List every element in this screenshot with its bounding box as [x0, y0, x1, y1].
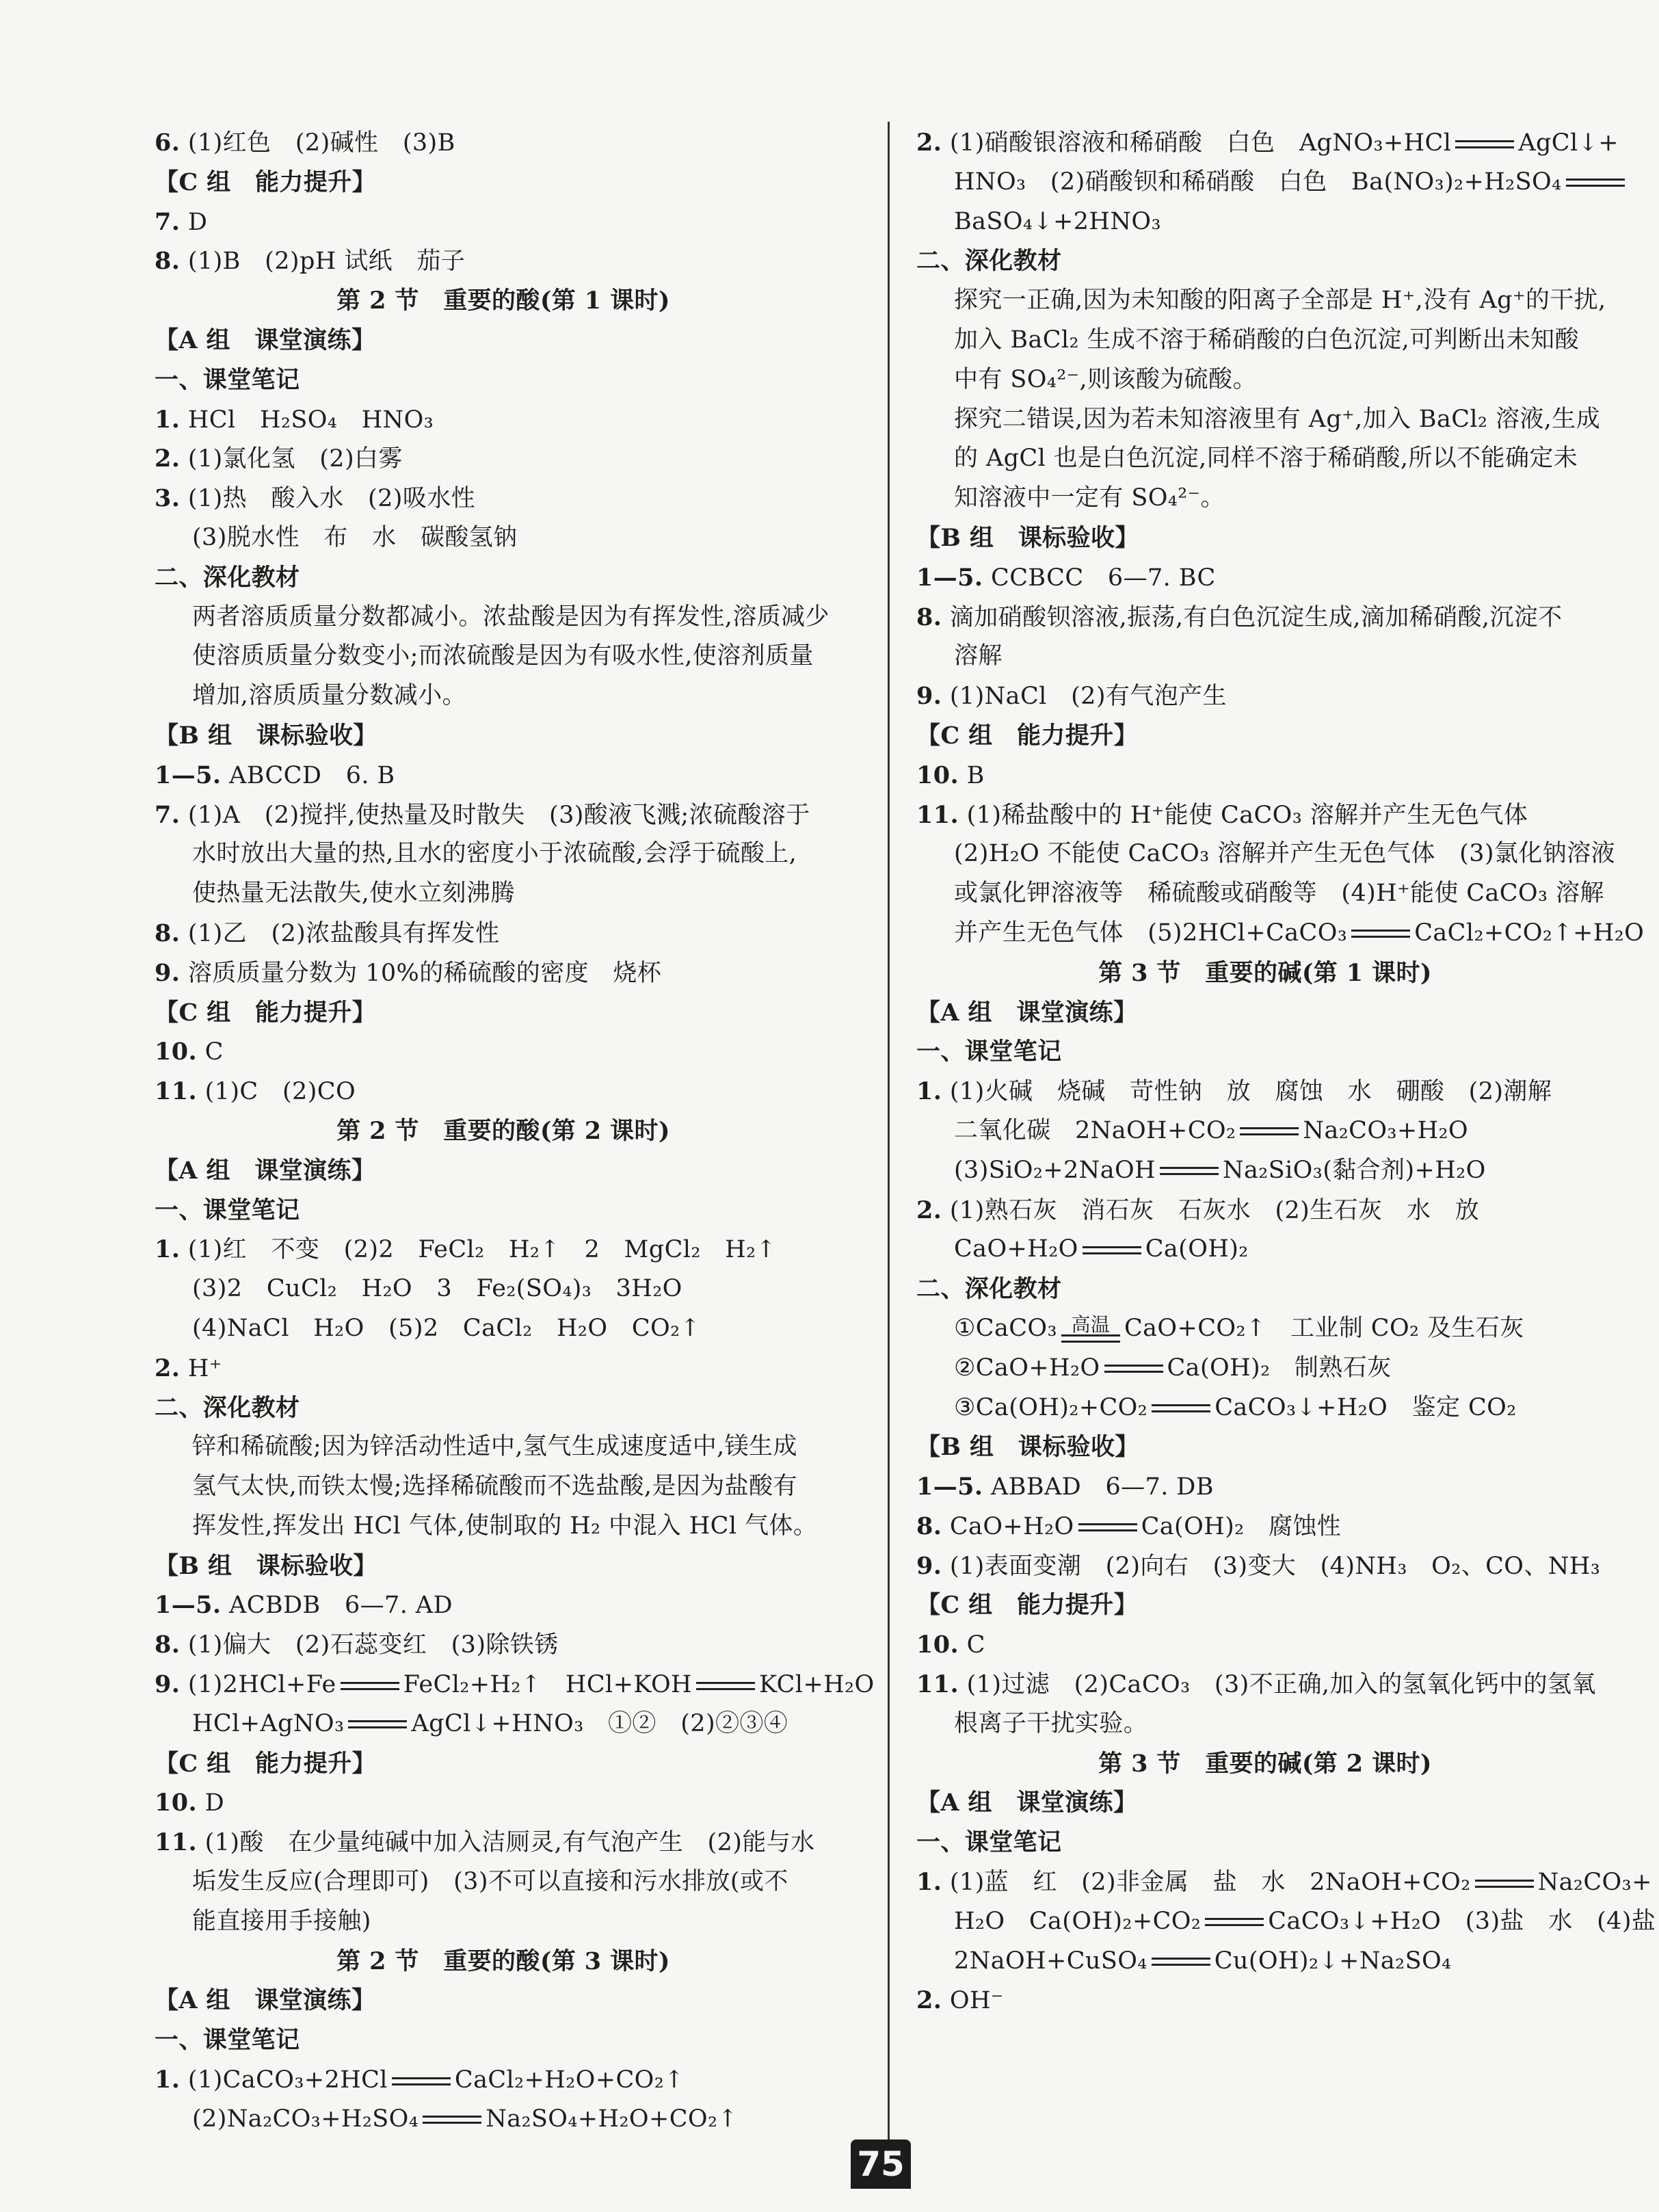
lesson-title: 第 3 节 重要的碱(第 2 课时): [1098, 1749, 1432, 1778]
answer-text: (3)2 CuCl₂ H₂O 3 Fe₂(SO₄)₃ 3H₂O: [192, 1275, 682, 1303]
question-number: 11.: [155, 1828, 198, 1857]
answer-line: [155, 1349, 852, 1388]
answer-line: [155, 1032, 852, 1072]
answer-text: CaCl₂+H₂O+CO₂↑: [454, 2066, 685, 2094]
equals-sign-icon: [1152, 1958, 1210, 1966]
equals-sign-icon: [1455, 140, 1514, 148]
equals-sign-icon: [1475, 1880, 1534, 1888]
answer-text: B: [966, 761, 985, 789]
question-number: 10.: [916, 761, 959, 789]
answer-line: [155, 676, 852, 716]
answer-text: 水时放出大量的热,且水的密度小于浓硫酸,会浮于硫酸上,: [192, 840, 797, 868]
answer-text: 根离子干扰实验。: [954, 1709, 1148, 1737]
answer-line: [155, 123, 852, 163]
answer-line: [155, 1309, 852, 1349]
answer-text: (2)Na₂CO₃+H₂SO₄: [192, 2105, 419, 2133]
answer-line: [155, 874, 852, 914]
answer-text: CCBCC 6—7. BC: [991, 564, 1216, 592]
answer-text: 使热量无法散失,使水立刻沸腾: [192, 880, 515, 908]
answer-line: [155, 479, 852, 518]
lesson-title: 第 2 节 重要的酸(第 3 课时): [336, 1947, 670, 1975]
question-number: 11.: [916, 1670, 959, 1699]
answer-line: [155, 2100, 852, 2139]
answer-line: [916, 1704, 1614, 1744]
answer-text: 滴加硝酸钡溶液,振荡,有白色沉淀生成,滴加稀硝酸,沉淀不: [949, 603, 1563, 631]
equals-sign-icon: [341, 1682, 399, 1690]
section-heading: 【A 组 课堂演练】: [155, 1986, 376, 2015]
answer-line: [916, 1230, 1614, 1269]
answer-line: [916, 1309, 1614, 1349]
answer-text: (1)过滤 (2)CaCO₃ (3)不正确,加入的氢氧化钙中的氢氧: [966, 1671, 1596, 1699]
answer-line: [916, 795, 1614, 835]
section-heading: 【B 组 课标验收】: [155, 721, 377, 750]
answer-line: [155, 1427, 852, 1467]
answer-text: (1)氯化氢 (2)白雾: [187, 445, 403, 473]
lesson-title: 第 2 节 重要的酸(第 2 课时): [336, 1116, 670, 1145]
question-number: 1.: [916, 1868, 942, 1897]
answer-line: [155, 795, 852, 835]
answer-line: [916, 202, 1614, 242]
answer-text: AgCl↓+: [1518, 129, 1619, 157]
left-column: [155, 123, 875, 2139]
question-number: 8.: [916, 603, 942, 631]
answer-line: [916, 1151, 1614, 1191]
answer-text: 或氯化钾溶液等 稀硫酸或硝酸等 (4)H⁺能使 CaCO₃ 溶解: [954, 880, 1604, 908]
answer-line: [155, 1862, 852, 1902]
answer-text: (1)蓝 红 (2)非金属 盐 水 2NaOH+CO₂: [949, 1869, 1471, 1897]
answer-text: CaCl₂+CO₂↑+H₂O: [1414, 919, 1645, 947]
question-number: 7.: [155, 800, 181, 829]
equals-sign-icon: [1083, 1246, 1141, 1254]
answer-text: (1)酸 在少量纯碱中加入洁厕灵,有气泡产生 (2)能与水: [204, 1829, 815, 1857]
answer-line: [916, 360, 1614, 400]
question-number: 1—5.: [916, 1473, 983, 1501]
answer-text: (4)NaCl H₂O (5)2 CaCl₂ H₂O CO₂↑: [192, 1314, 701, 1342]
answer-line: [155, 1467, 852, 1507]
answer-line: [916, 676, 1614, 716]
answer-text: 并产生无色气体 (5)2HCl+CaCO₃: [954, 919, 1348, 947]
question-number: 2.: [916, 129, 942, 157]
answer-text: Na₂SO₄+H₂O+CO₂↑: [486, 2105, 739, 2133]
answer-line: [916, 400, 1614, 440]
section-heading: 二、深化教材: [916, 247, 1062, 276]
question-number: 8.: [155, 919, 181, 947]
answer-line: [155, 2060, 852, 2100]
answer-text: (1)火碱 烧碱 苛性钠 放 腐蚀 水 硼酸 (2)潮解: [949, 1078, 1552, 1106]
answer-text: Ca(OH)₂: [1145, 1235, 1249, 1263]
answer-line: [916, 1507, 1614, 1546]
answer-line: [155, 1269, 852, 1309]
answer-text: C: [966, 1631, 985, 1659]
answer-text: (3)SiO₂+2NaOH: [954, 1156, 1156, 1184]
question-number: 6.: [155, 129, 181, 157]
question-number: 8.: [155, 247, 181, 276]
answer-line: [916, 123, 1619, 163]
answer-line: [916, 598, 1614, 637]
answer-text: BaSO₄↓+2HNO₃: [954, 207, 1161, 235]
question-number: 1.: [916, 1077, 942, 1106]
answer-text: Na₂CO₃+: [1537, 1869, 1652, 1897]
answer-line: [916, 479, 1614, 518]
answer-text: (1)2HCl+Fe: [187, 1671, 336, 1699]
answer-text: 挥发性,挥发出 HCl 气体,使制取的 H₂ 中混入 HCl 气体。: [192, 1512, 818, 1540]
section-heading: 【A 组 课堂演练】: [155, 326, 376, 354]
answer-text: 知溶液中一定有 SO₄²⁻。: [954, 484, 1225, 512]
section-heading: 【C 组 能力提升】: [155, 168, 377, 196]
answer-text: 垢发生反应(合理即可) (3)不可以直接和污水排放(或不: [192, 1868, 788, 1896]
answer-line: [916, 1349, 1614, 1388]
answer-line: [155, 1625, 852, 1665]
equals-sign-icon: [1078, 1523, 1137, 1531]
answer-text: OH⁻: [949, 1987, 1004, 2015]
answer-line: [916, 756, 1614, 795]
section-heading: 二、深化教材: [155, 1393, 300, 1422]
answer-text: ①CaCO₃: [954, 1314, 1057, 1342]
answer-line: [916, 1981, 1614, 2020]
answer-line: [155, 1665, 875, 1704]
answer-text: ②CaO+H₂O: [954, 1354, 1100, 1382]
answer-text: (1)稀盐酸中的 H⁺能使 CaCO₃ 溶解并产生无色气体: [966, 801, 1528, 829]
question-number: 10.: [916, 1631, 959, 1659]
answer-text: Ca(OH)₂ 腐蚀性: [1141, 1512, 1342, 1540]
equals-sign-icon: [1061, 1334, 1120, 1343]
lesson-title: 第 3 节 重要的碱(第 1 课时): [1098, 958, 1432, 987]
answer-text: CaO+H₂O: [954, 1235, 1078, 1263]
section-heading: 二、深化教材: [916, 1275, 1062, 1304]
answer-line: [155, 400, 852, 440]
answer-text: 2NaOH+CuSO₄: [954, 1947, 1147, 1975]
answer-text: Cu(OH)₂↓+Na₂SO₄: [1214, 1947, 1452, 1975]
answer-line: [155, 914, 852, 953]
answer-text: HNO₃ (2)硝酸钡和稀硝酸 白色 Ba(NO₃)₂+H₂SO₄: [954, 168, 1562, 196]
question-number: 9.: [155, 1670, 181, 1699]
answer-text: 探究一正确,因为未知酸的阳离子全部是 H⁺,没有 Ag⁺的干扰,: [954, 287, 1606, 315]
answer-text: H⁺: [187, 1354, 222, 1382]
answer-line: [155, 953, 852, 993]
equals-sign-icon: [1566, 179, 1625, 187]
answer-text: ABCCD 6. B: [229, 761, 395, 789]
answer-line: [155, 637, 852, 676]
answer-text: 的 AgCl 也是白色沉淀,同样不溶于稀硝酸,所以不能确定未: [954, 445, 1578, 473]
answer-text: (1)热 酸入水 (2)吸水性: [187, 485, 476, 513]
answer-text: 锌和稀硫酸;因为锌活动性适中,氢气生成速度适中,镁生成: [192, 1433, 797, 1461]
answer-line: [916, 1467, 1614, 1507]
equals-sign-icon: [348, 1720, 407, 1728]
answer-line: [916, 1191, 1614, 1230]
section-heading: 一、课堂笔记: [916, 1038, 1062, 1066]
equals-sign-icon: [696, 1682, 755, 1690]
answer-line: [916, 637, 1614, 676]
section-heading: 【A 组 课堂演练】: [916, 998, 1138, 1027]
question-number: 1—5.: [155, 761, 222, 789]
answer-text: 中有 SO₄²⁻,则该酸为硫酸。: [954, 365, 1257, 393]
answer-text: CaCO₃↓+H₂O (3)盐 水 (4)盐: [1268, 1907, 1656, 1935]
answer-text: H₂O Ca(OH)₂+CO₂: [954, 1907, 1202, 1935]
question-number: 8.: [155, 1631, 181, 1659]
answer-line: [916, 914, 1645, 953]
answer-line: [916, 1902, 1656, 1942]
equals-sign-icon: [1240, 1127, 1299, 1135]
answer-line: [155, 1783, 852, 1823]
answer-text: FeCl₂+H₂↑ HCl+KOH: [403, 1671, 692, 1699]
answer-line: [155, 202, 852, 242]
question-number: 9.: [916, 682, 942, 711]
answer-line: [155, 518, 852, 558]
answer-text: 使溶质质量分数变小;而浓硫酸是因为有吸水性,使溶剂质量: [192, 642, 814, 670]
equals-sign-icon: [392, 2077, 451, 2085]
equals-sign-icon: [1152, 1404, 1210, 1412]
section-heading: 一、课堂笔记: [155, 365, 300, 394]
answer-line: [155, 1902, 852, 1942]
question-number: 2.: [916, 1196, 942, 1224]
column-divider: [888, 122, 890, 2139]
right-column: [916, 123, 1656, 2020]
answer-text: (3)脱水性 布 水 碳酸氢钠: [192, 523, 518, 551]
answer-line: [916, 1111, 1614, 1151]
answer-line: [916, 1625, 1614, 1665]
answer-line: [916, 1942, 1614, 1981]
answer-text: (1)NaCl (2)有气泡产生: [949, 683, 1227, 711]
answer-text: AgCl↓+HNO₃ ①② (2)②③④: [411, 1709, 788, 1737]
question-number: 7.: [155, 207, 181, 236]
answer-text: (1)A (2)搅拌,使热量及时散失 (3)酸液飞溅;浓硫酸溶于: [187, 801, 810, 829]
answer-text: 氢气太快,而铁太慢;选择稀硫酸而不选盐酸,是因为盐酸有: [192, 1473, 797, 1501]
answer-text: (1)硝酸银溶液和稀硝酸 白色 AgNO₃+HCl: [949, 129, 1452, 157]
answer-text: D: [204, 1789, 225, 1817]
answer-text: 增加,溶质质量分数减小。: [192, 682, 466, 710]
answer-line: [916, 1388, 1614, 1428]
answer-text: CaO+H₂O: [949, 1512, 1074, 1540]
answer-line: [916, 1072, 1614, 1111]
answer-line: [155, 1230, 852, 1269]
lesson-title: 第 2 节 重要的酸(第 1 课时): [336, 287, 670, 315]
question-number: 2.: [916, 1986, 942, 2015]
section-heading: 【C 组 能力提升】: [155, 1749, 377, 1778]
question-number: 2.: [155, 445, 181, 473]
answer-line: [916, 1665, 1614, 1704]
answer-text: HCl H₂SO₄ HNO₃: [187, 406, 434, 434]
answer-text: (1)熟石灰 消石灰 石灰水 (2)生石灰 水 放: [949, 1196, 1480, 1224]
answer-text: (1)CaCO₃+2HCl: [187, 2066, 388, 2094]
answer-line: [155, 1585, 852, 1625]
answer-text: (1)红 不变 (2)2 FeCl₂ H₂↑ 2 MgCl₂ H₂↑: [187, 1236, 777, 1264]
equals-sign-icon: [1205, 1918, 1264, 1926]
answer-text: (1)表面变潮 (2)向右 (3)变大 (4)NH₃ O₂、CO、NH₃: [949, 1552, 1601, 1580]
section-heading: 【A 组 课堂演练】: [155, 1156, 376, 1185]
answer-text: (1)红色 (2)碱性 (3)B: [187, 129, 455, 157]
answer-line: [916, 321, 1614, 360]
answer-line: [916, 874, 1614, 914]
answer-line: [155, 439, 852, 479]
answer-text: 加入 BaCl₂ 生成不溶于稀硝酸的白色沉淀,可判断出未知酸: [954, 326, 1579, 354]
equals-sign-icon: [1351, 930, 1410, 938]
answer-line: [155, 241, 852, 281]
section-heading: 二、深化教材: [155, 563, 300, 592]
answer-line: [916, 439, 1614, 479]
answer-text: (1)B (2)pH 试纸 茄子: [187, 248, 466, 276]
answer-line: [916, 1546, 1614, 1586]
question-number: 1—5.: [155, 1591, 222, 1620]
answer-text: (1)C (2)CO: [204, 1078, 356, 1106]
answer-line: [916, 834, 1614, 874]
answer-line: [155, 756, 852, 795]
answer-text: (1)乙 (2)浓盐酸具有挥发性: [187, 919, 500, 947]
answer-text: CaO+CO₂↑ 工业制 CO₂ 及生石灰: [1124, 1314, 1524, 1342]
answer-text: 溶质质量分数为 10%的稀硫酸的密度 烧杯: [187, 959, 662, 987]
answer-text: 二氧化碳 2NaOH+CO₂: [954, 1116, 1236, 1144]
answer-line: [155, 1507, 852, 1546]
equals-sign-icon: [1104, 1365, 1163, 1373]
reaction-condition-arrow: [1061, 1315, 1120, 1343]
answer-text: Na₂CO₃+H₂O: [1303, 1116, 1469, 1144]
answer-line: [916, 163, 1614, 202]
equals-sign-icon: [1160, 1167, 1219, 1175]
section-heading: 一、课堂笔记: [155, 1196, 300, 1224]
section-heading: 【C 组 能力提升】: [916, 721, 1139, 750]
question-number: 1.: [155, 1235, 181, 1264]
section-heading: 一、课堂笔记: [916, 1828, 1062, 1857]
question-number: 11.: [155, 1077, 198, 1106]
question-number: 9.: [155, 958, 181, 987]
answer-text: 溶解: [954, 642, 1003, 670]
answer-line: [916, 1862, 1652, 1902]
equals-sign-icon: [423, 2116, 481, 2124]
answer-line: [155, 598, 852, 637]
section-heading: 【B 组 课标验收】: [916, 1433, 1139, 1462]
answer-text: Na₂SiO₃(黏合剂)+H₂O: [1222, 1156, 1486, 1184]
answer-text: Ca(OH)₂ 制熟石灰: [1167, 1354, 1392, 1382]
answer-line: [155, 1823, 852, 1862]
question-number: 10.: [155, 1789, 198, 1817]
question-number: 1—5.: [916, 563, 983, 592]
answer-text: 两者溶质质量分数都减小。浓盐酸是因为有挥发性,溶质减少: [192, 603, 830, 631]
answer-text: (1)偏大 (2)石蕊变红 (3)除铁锈: [187, 1631, 559, 1659]
answer-text: C: [204, 1038, 224, 1066]
answer-text: 探究二错误,因为若未知溶液里有 Ag⁺,加入 BaCl₂ 溶液,生成: [954, 405, 1601, 433]
answer-text: ACBDB 6—7. AD: [229, 1592, 453, 1620]
answer-text: (2)H₂O 不能使 CaCO₃ 溶解并产生无色气体 (3)氯化钠溶液: [954, 840, 1615, 868]
question-number: 8.: [916, 1512, 942, 1540]
section-heading: 【A 组 课堂演练】: [916, 1789, 1138, 1817]
question-number: 2.: [155, 1354, 181, 1382]
answer-text: ABBAD 6—7. DB: [991, 1473, 1214, 1501]
page-number: 75: [851, 2139, 911, 2189]
section-heading: 【B 组 课标验收】: [916, 523, 1139, 552]
question-number: 9.: [916, 1551, 942, 1580]
question-number: 3.: [155, 484, 181, 513]
answer-text: CaCO₃↓+H₂O 鉴定 CO₂: [1215, 1393, 1517, 1421]
answer-line: [916, 281, 1614, 321]
question-number: 10.: [155, 1038, 198, 1066]
answer-line: [155, 1072, 852, 1111]
section-heading: 一、课堂笔记: [155, 2026, 300, 2055]
question-number: 1.: [155, 405, 181, 434]
answer-text: D: [187, 208, 208, 236]
section-heading: 【C 组 能力提升】: [916, 1591, 1139, 1620]
answer-line: [155, 834, 852, 874]
answer-line: [916, 558, 1614, 598]
question-number: 11.: [916, 800, 959, 829]
answer-text: ③Ca(OH)₂+CO₂: [954, 1393, 1148, 1421]
section-heading: 【B 组 课标验收】: [155, 1551, 377, 1580]
question-number: 1.: [155, 2066, 181, 2094]
answer-text: 能直接用手接触): [192, 1907, 371, 1935]
answer-text: HCl+AgNO₃: [192, 1709, 345, 1737]
section-heading: 【C 组 能力提升】: [155, 998, 377, 1027]
reaction-condition-label: 高温: [1071, 1313, 1111, 1337]
answer-line: [155, 1704, 852, 1744]
answer-text: KCl+H₂O: [758, 1671, 875, 1699]
